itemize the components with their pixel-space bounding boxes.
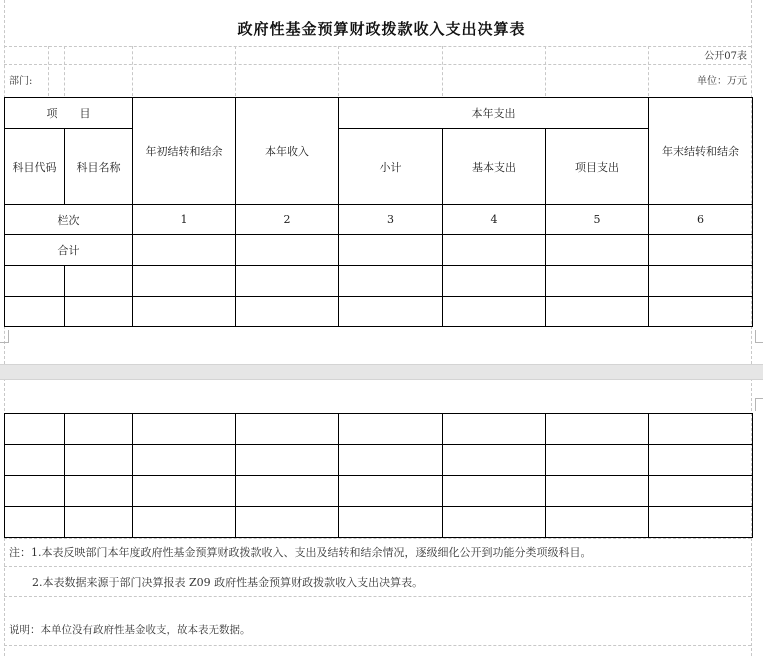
col-number: 2 (236, 205, 339, 235)
table-cell (236, 476, 339, 507)
table-cell (5, 297, 65, 327)
table-cell (133, 507, 236, 538)
page-guide (4, 64, 751, 65)
table-row (5, 476, 753, 507)
table-cell (236, 266, 339, 297)
table-cell (546, 445, 649, 476)
page-guide (4, 566, 751, 567)
table-cell (443, 235, 546, 266)
explanation-note: 说明：本单位没有政府性基金收支，故本表无数据。 (9, 624, 251, 636)
page-guide (648, 46, 649, 96)
page-guide (48, 46, 49, 96)
col-number: 1 (133, 205, 236, 235)
table-cell (443, 507, 546, 538)
form-number: 公开07表 (704, 51, 747, 62)
table-row (5, 507, 753, 538)
table-cell (236, 297, 339, 327)
col-subtotal-header: 小计 (339, 129, 443, 205)
table-cell (443, 266, 546, 297)
budget-table-continued (4, 413, 753, 538)
table-cell (5, 266, 65, 297)
table-cell (65, 507, 133, 538)
item-header: 项 目 (5, 98, 133, 129)
table-cell (133, 297, 236, 327)
col-end-balance-header: 年末结转和结余 (649, 98, 753, 205)
table-cell (65, 445, 133, 476)
page-break (0, 364, 763, 380)
table-cell (236, 507, 339, 538)
table-cell (339, 235, 443, 266)
col-project-header: 项目支出 (546, 129, 649, 205)
table-cell (546, 297, 649, 327)
table-cell (339, 507, 443, 538)
table-row (5, 445, 753, 476)
table-cell (339, 266, 443, 297)
table-cell (649, 266, 753, 297)
table-cell (443, 476, 546, 507)
table-cell (5, 445, 65, 476)
table-cell (649, 235, 753, 266)
table-cell (65, 414, 133, 445)
page-guide (4, 596, 751, 597)
table-cell (649, 445, 753, 476)
page-corner-mark (755, 330, 763, 343)
table-cell (546, 266, 649, 297)
page-title: 政府性基金预算财政拨款收入支出决算表 (237, 20, 526, 38)
table-cell (133, 414, 236, 445)
table-cell (339, 476, 443, 507)
table-cell (443, 297, 546, 327)
table-cell (649, 507, 753, 538)
table-cell (443, 445, 546, 476)
table-cell (5, 507, 65, 538)
table-cell (339, 297, 443, 327)
department-label: 部门: (9, 76, 33, 87)
subject-name-header: 科目名称 (65, 129, 133, 205)
table-row (5, 297, 753, 327)
table-cell (133, 476, 236, 507)
col-expense-group-header: 本年支出 (339, 98, 649, 129)
page-guide (4, 538, 751, 539)
table-cell (649, 476, 753, 507)
table-cell (236, 445, 339, 476)
page-guide (442, 46, 443, 96)
row-index-label: 栏次 (5, 205, 133, 235)
col-income-header: 本年收入 (236, 98, 339, 205)
page-guide (4, 645, 751, 646)
table-cell (546, 476, 649, 507)
note-2: 2.本表数据来源于部门决算报表 Z09 政府性基金预算财政拨款收入支出决算表。 (32, 576, 424, 589)
subject-code-header: 科目代码 (5, 129, 65, 205)
page-corner-mark (0, 330, 9, 343)
table-cell (546, 235, 649, 266)
table-cell (339, 445, 443, 476)
table-cell (236, 414, 339, 445)
table-cell (546, 414, 649, 445)
page-corner-mark (755, 398, 763, 411)
col-number: 4 (443, 205, 546, 235)
table-cell (133, 445, 236, 476)
table-cell (236, 235, 339, 266)
table-cell (65, 476, 133, 507)
note-1: 注：1.本表反映部门本年度政府性基金预算财政拨款收入、支出及结转和结余情况，逐级细化公开到功能分类项级科目。 (9, 546, 592, 559)
table-cell (649, 414, 753, 445)
table-cell (649, 297, 753, 327)
total-label: 合计 (5, 235, 133, 266)
table-cell (133, 266, 236, 297)
page-guide (132, 46, 133, 96)
page-guide (545, 46, 546, 96)
index-row (5, 205, 753, 235)
table-cell (339, 414, 443, 445)
page-guide (4, 46, 751, 47)
budget-table (4, 97, 753, 327)
table-cell (65, 297, 133, 327)
page-guide (338, 46, 339, 96)
page-guide (235, 46, 236, 96)
col-number: 3 (339, 205, 443, 235)
table-cell (443, 414, 546, 445)
table-cell (133, 235, 236, 266)
total-row (5, 235, 753, 266)
col-number: 6 (649, 205, 753, 235)
table-row (5, 414, 753, 445)
col-basic-header: 基本支出 (443, 129, 546, 205)
table-row (5, 266, 753, 297)
col-begin-balance-header: 年初结转和结余 (133, 98, 236, 205)
table-cell (5, 476, 65, 507)
table-cell (65, 266, 133, 297)
table-cell (5, 414, 65, 445)
page-guide (64, 46, 65, 96)
unit-label: 单位：万元 (697, 76, 747, 87)
col-number: 5 (546, 205, 649, 235)
table-cell (546, 507, 649, 538)
